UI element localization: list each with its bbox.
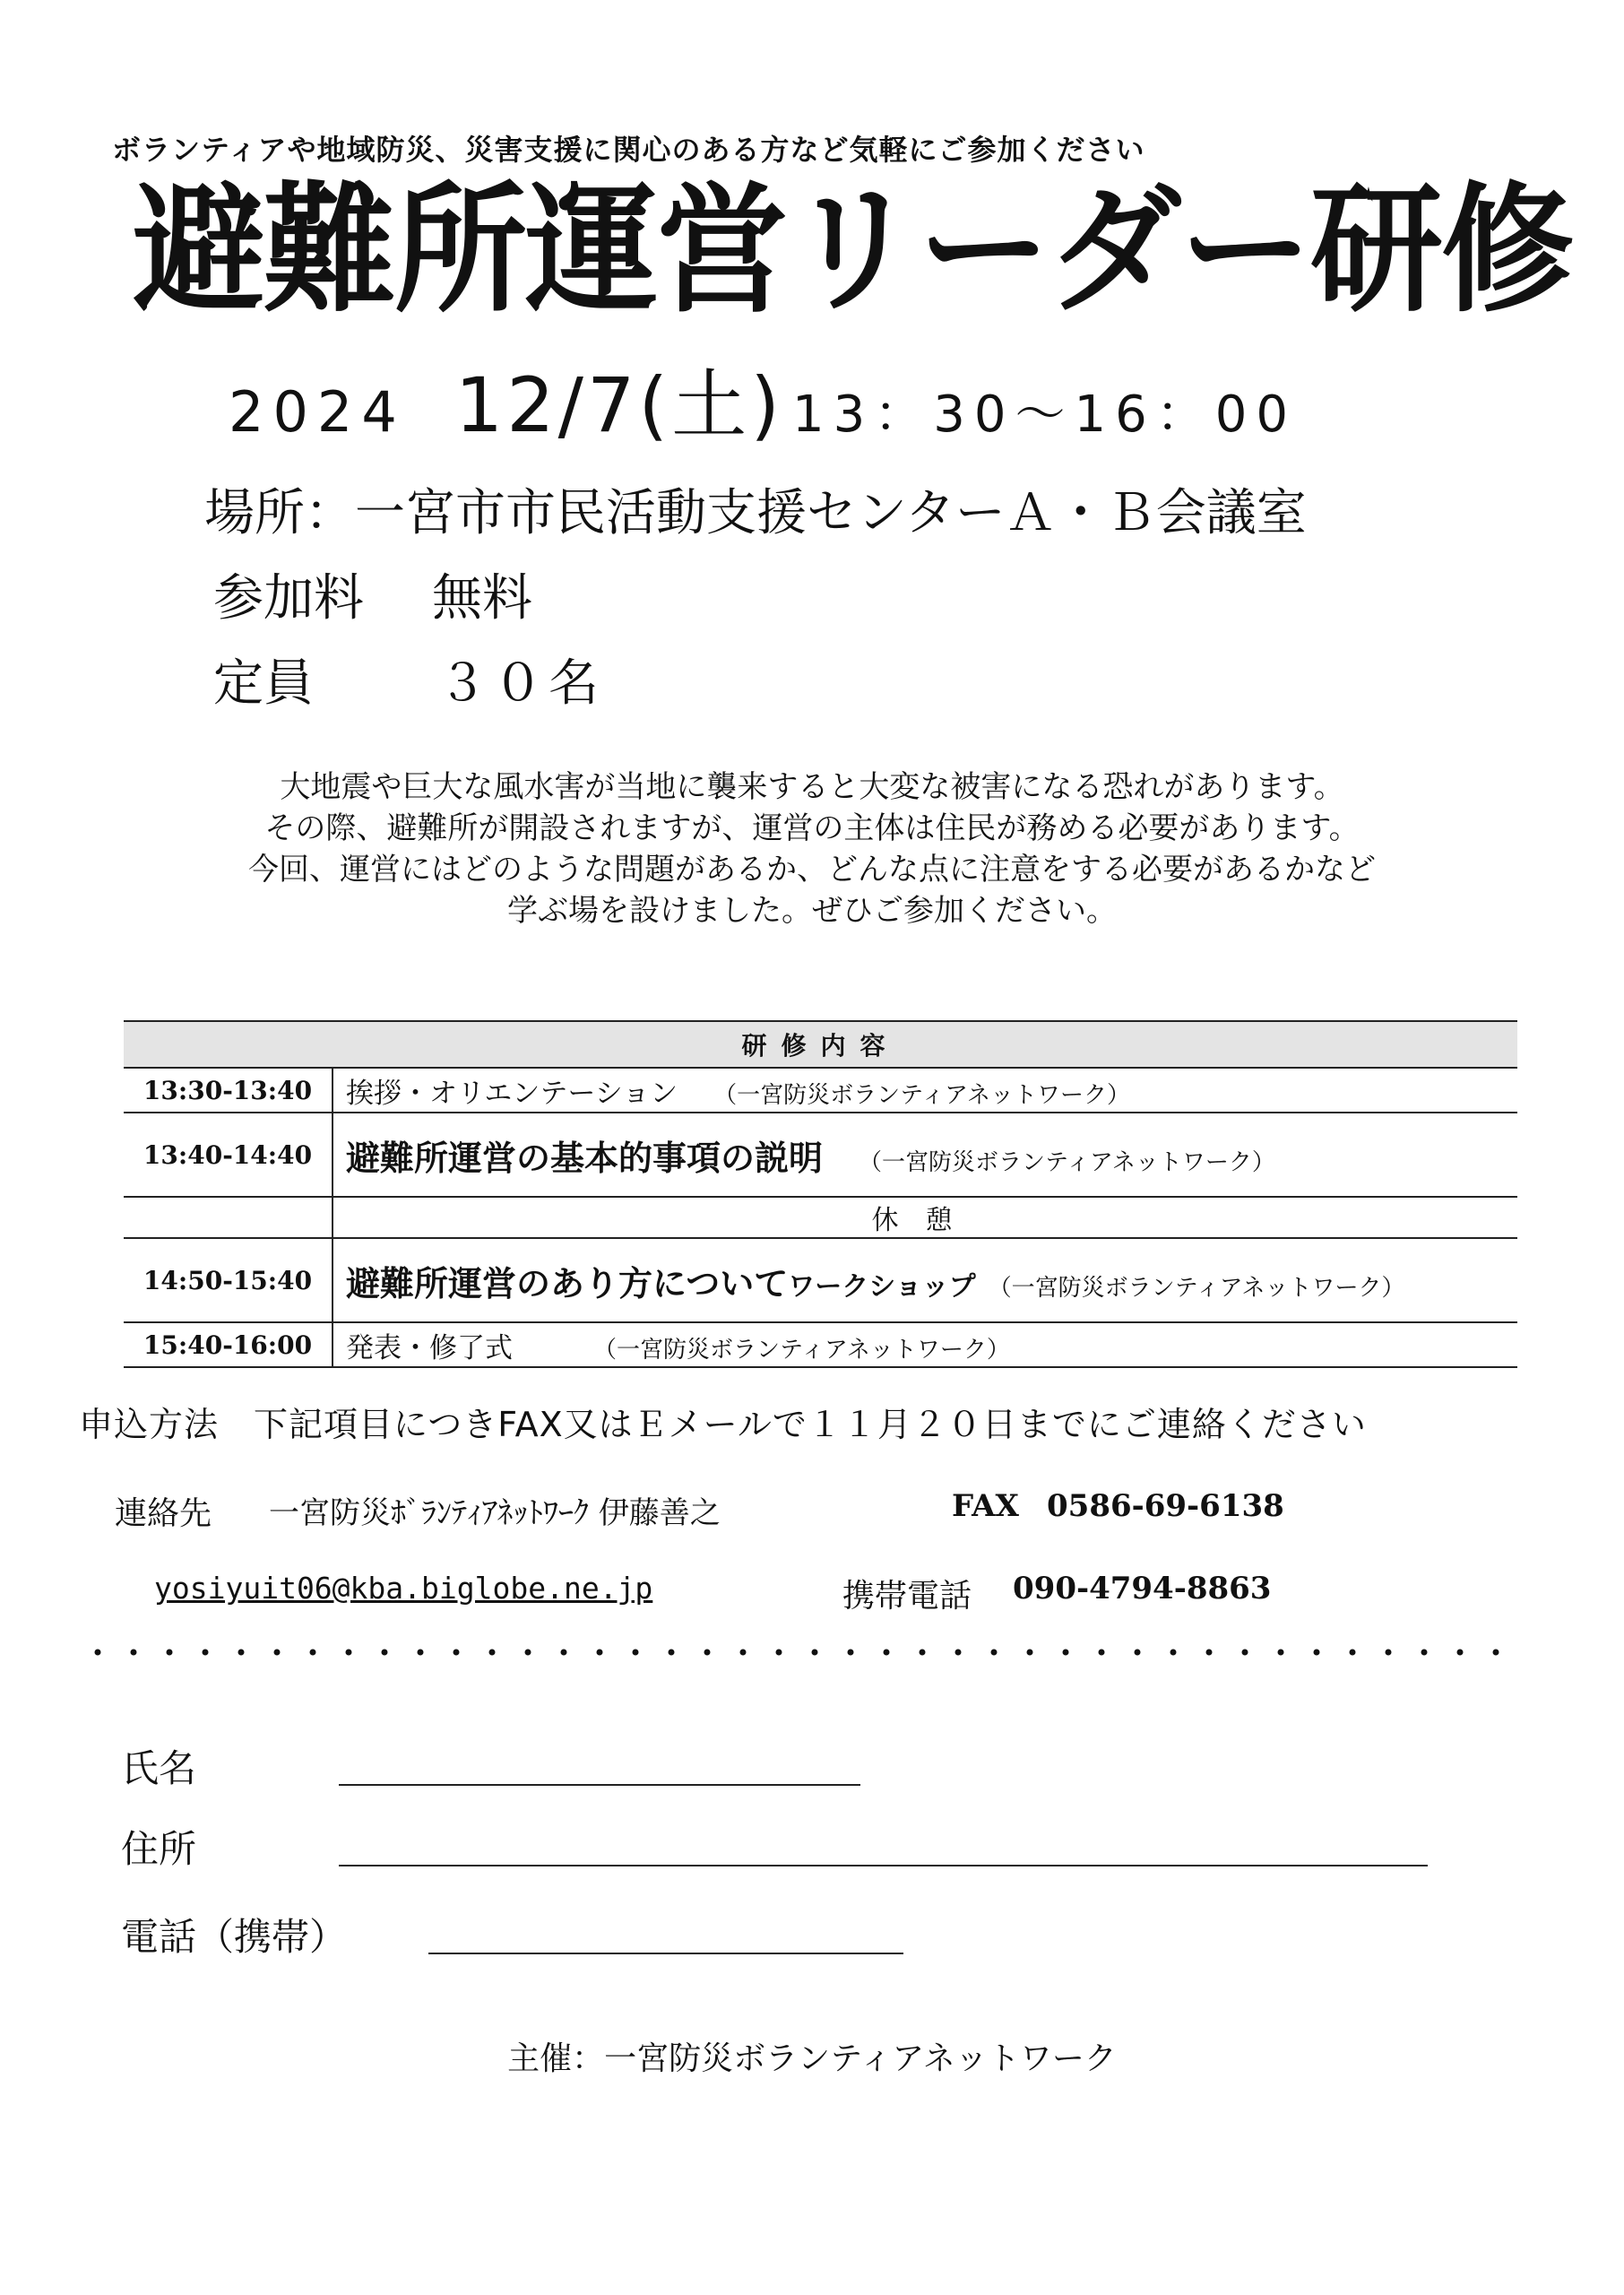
cut-line-divider bbox=[94, 1648, 1515, 1657]
schedule-time: 13:30-13:40 bbox=[124, 1068, 333, 1113]
contact-label: 連絡先 bbox=[115, 1495, 212, 1532]
schedule-time: 13:40-14:40 bbox=[124, 1113, 333, 1197]
event-time: 13：30〜16：00 bbox=[791, 385, 1298, 444]
capacity-label: 定員 bbox=[213, 654, 314, 713]
form-address-label: 住所 bbox=[121, 1827, 197, 1871]
page-title: 避難所運営リーダー研修 bbox=[133, 169, 1572, 332]
schedule-item-org: （一宮防災ボランティアネットワーク） bbox=[593, 1336, 1010, 1364]
mobile-number: 090-4794-8863 bbox=[1013, 1571, 1272, 1606]
schedule-time: 15:40-16:00 bbox=[124, 1322, 333, 1367]
table-row bbox=[124, 1113, 1517, 1197]
schedule-time bbox=[124, 1197, 333, 1238]
description-line: 今回、運営にはどのような問題があるか、どんな点に注意をする必要があるかなど bbox=[248, 852, 1376, 888]
table-row bbox=[124, 1068, 1517, 1113]
event-date bbox=[229, 361, 1298, 449]
form-address-field[interactable] bbox=[339, 1865, 1428, 1866]
table-row bbox=[124, 1322, 1517, 1367]
form-phone-label: 電話（携帯） bbox=[121, 1915, 348, 1959]
schedule-time: 14:50-15:40 bbox=[124, 1238, 333, 1322]
fee-value: 無料 bbox=[432, 569, 532, 628]
schedule-item-org: （一宮防災ボランティアネットワーク） bbox=[988, 1274, 1405, 1302]
form-phone-field[interactable] bbox=[428, 1953, 903, 1954]
event-day: 12/7(土) bbox=[454, 361, 783, 449]
form-name-field[interactable] bbox=[339, 1784, 860, 1786]
schedule-item-title: 挨拶・オリエンテーション bbox=[346, 1077, 678, 1110]
fax-label: FAX bbox=[952, 1488, 1019, 1524]
apply-method: 申込方法 下記項目につきFAX又はＥメールで１１月２０日までにご連絡ください bbox=[79, 1405, 1367, 1444]
capacity-value: ３０名 bbox=[437, 654, 604, 713]
schedule-item-title: 避難所運営のあり方について bbox=[346, 1263, 789, 1303]
description-line: その際、避難所が開設されますが、運営の主体は住民が務める必要があります。 bbox=[264, 810, 1360, 846]
schedule-item bbox=[333, 1068, 1517, 1113]
event-place: 場所：一宮市市民活動支援センターＡ・Ｂ会議室 bbox=[204, 484, 1307, 542]
tagline: ボランティアや地域防災、災害支援に関心のある方など気軽にご参加ください bbox=[112, 133, 1145, 167]
schedule-item bbox=[333, 1113, 1517, 1197]
description bbox=[0, 766, 1624, 931]
organizer: 主催：一宮防災ボランティアネットワーク bbox=[507, 2040, 1117, 2077]
schedule-item-title: 避難所運営の基本的事項の説明 bbox=[346, 1138, 824, 1178]
schedule-header: 研修内容 bbox=[124, 1021, 1517, 1068]
schedule-item bbox=[333, 1322, 1517, 1367]
mobile-label: 携帯電話 bbox=[842, 1578, 972, 1615]
table-row bbox=[124, 1238, 1517, 1322]
schedule-table bbox=[124, 1020, 1517, 1368]
event-year: 2024 bbox=[229, 379, 406, 445]
description-line: 大地震や巨大な風水害が当地に襲来すると大変な被害になる恐れがあります。 bbox=[280, 769, 1344, 805]
schedule-item-org: （一宮防災ボランティアネットワーク） bbox=[859, 1148, 1275, 1176]
schedule-item-suffix: ワークショップ bbox=[788, 1270, 976, 1303]
contact-org: 一宮防災ﾎﾞﾗﾝﾃｨｱﾈｯﾄﾜｰｸ 伊藤善之 bbox=[269, 1495, 721, 1531]
table-row bbox=[124, 1197, 1517, 1238]
description-line: 学ぶ場を設けました。ぜひご参加ください。 bbox=[507, 893, 1117, 929]
fee-label: 参加料 bbox=[213, 569, 364, 628]
fax-number: 0586-69-6138 bbox=[1047, 1488, 1284, 1524]
email-link[interactable]: yosiyuit06@kba.biglobe.ne.jp bbox=[154, 1571, 653, 1606]
schedule-item bbox=[333, 1238, 1517, 1322]
form-name-label: 氏名 bbox=[121, 1746, 197, 1790]
schedule-item-org: （一宮防災ボランティアネットワーク） bbox=[713, 1081, 1131, 1109]
schedule-break: 休憩 bbox=[333, 1197, 1517, 1238]
schedule-item-title: 発表・修了式 bbox=[346, 1331, 513, 1364]
